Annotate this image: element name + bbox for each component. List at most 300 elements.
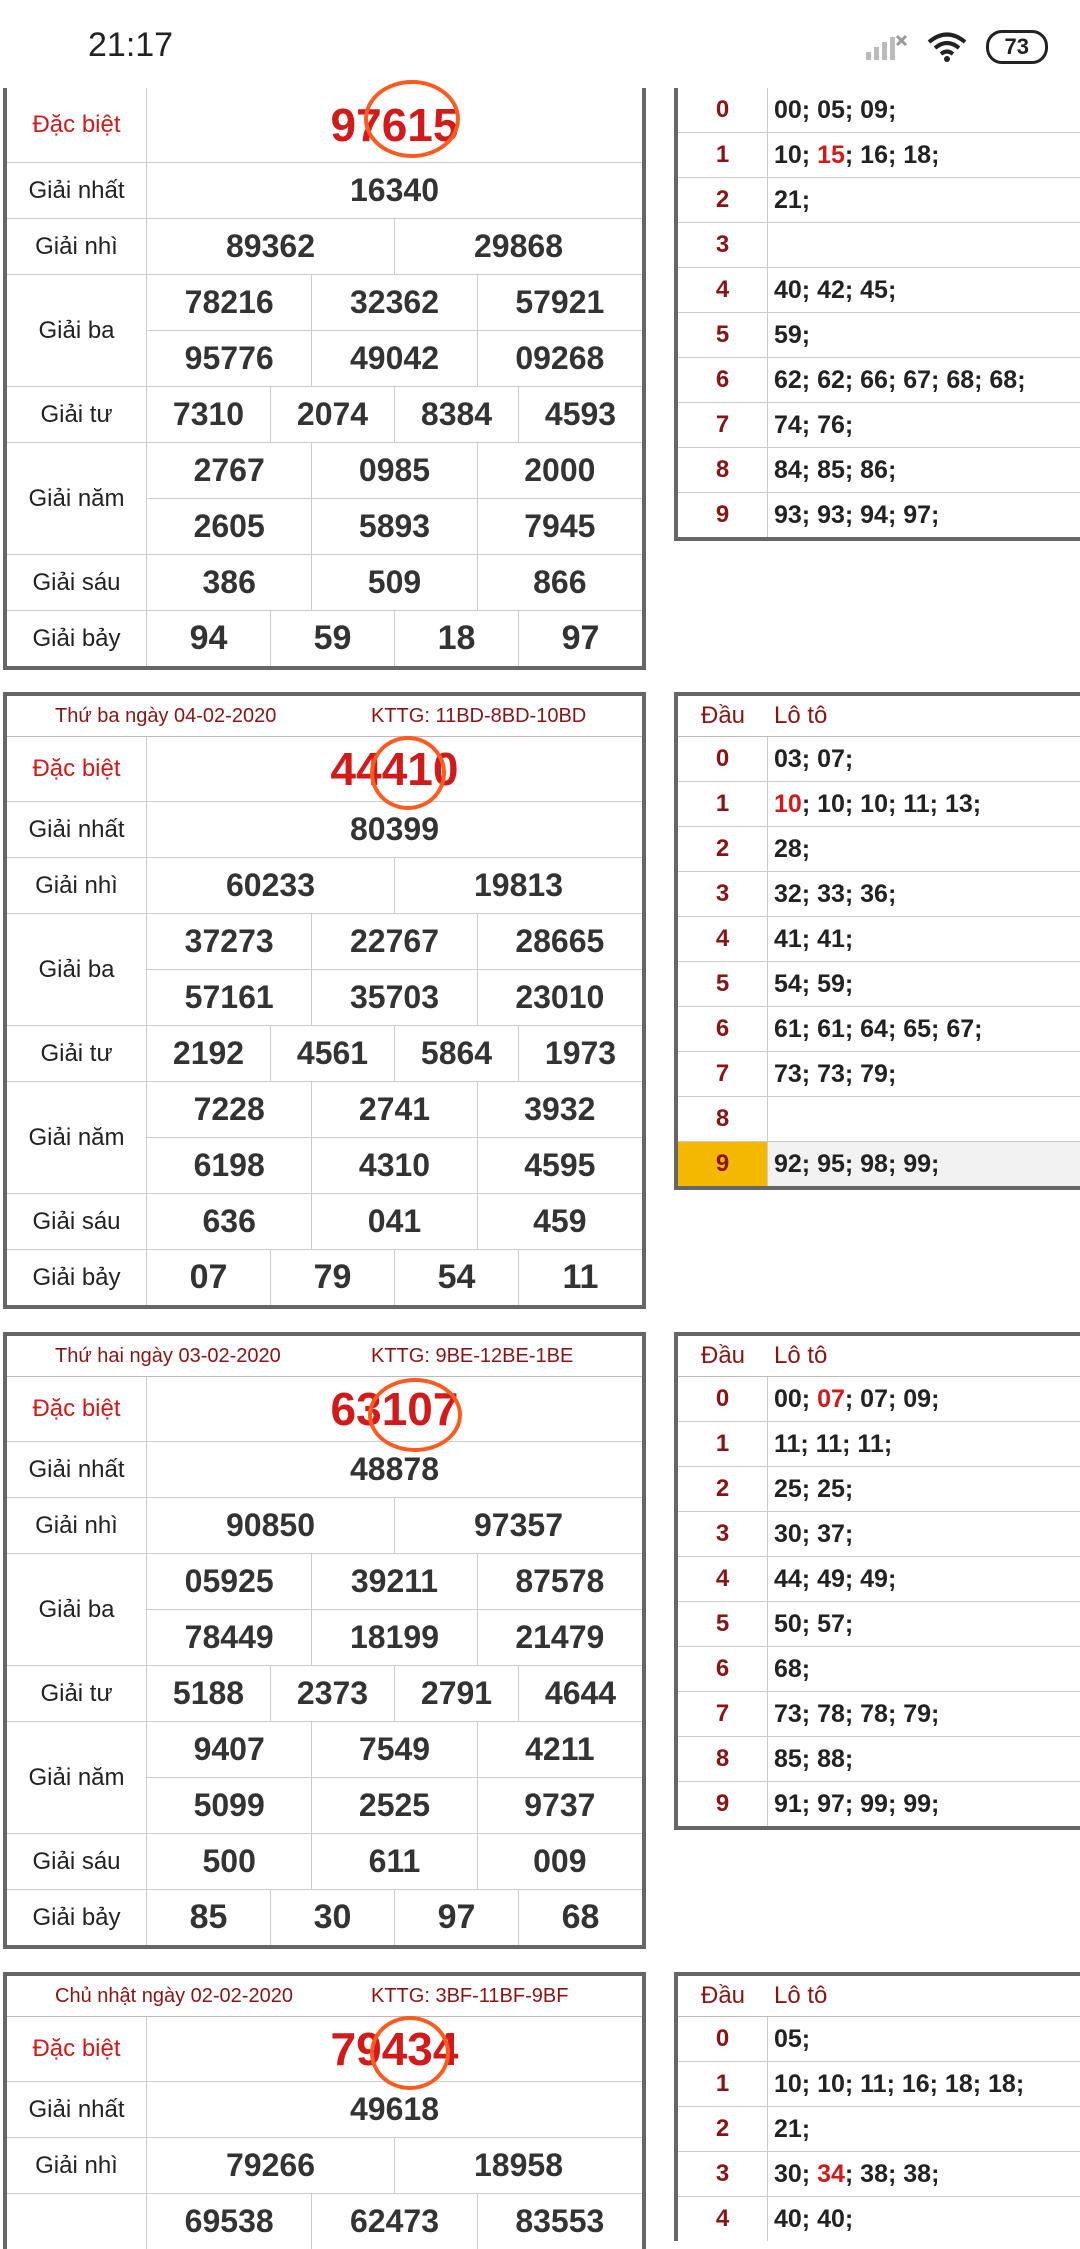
loto-value: 74; 76; [774, 410, 854, 439]
loto-values [768, 141, 939, 170]
prize-number: 4561 [271, 1026, 395, 1081]
loto-value: 84; 85; 86; [774, 455, 897, 484]
prize-number: 79 [271, 1250, 395, 1305]
label-second: Giải nhì [7, 858, 147, 913]
loto-row [678, 1422, 1080, 1467]
loto-head-digit: 4 [678, 917, 768, 961]
prize-number: 69538 [147, 2194, 312, 2249]
loto-value: 40; 42; 45; [774, 275, 897, 304]
draw-header [7, 1976, 642, 2017]
label-seventh: Giải bảy [7, 611, 147, 666]
special-prize-number: 44410 [330, 743, 459, 795]
loto-values [768, 790, 981, 819]
prize-number: 4595 [524, 1147, 596, 1183]
loto-values [768, 411, 853, 440]
loto-values [768, 456, 896, 485]
row-sixth [7, 1194, 642, 1250]
loto-value: 73; 78; 78; 79; [774, 1699, 940, 1728]
label-second: Giải nhì [7, 1498, 147, 1553]
label-third [7, 2194, 147, 2249]
loto-values [768, 1385, 939, 1414]
row-seventh [7, 611, 642, 666]
label-seventh: Giải bảy [7, 1890, 147, 1945]
loto-value: 30; 37; [774, 1519, 854, 1548]
prize-number: 29868 [474, 228, 563, 264]
loto-value: 25; 25; [774, 1474, 854, 1503]
prize-number: 57161 [147, 970, 312, 1025]
draw-date: Thứ ba ngày 04-02-2020 [55, 704, 277, 727]
special-prize-number: 79434 [330, 2023, 459, 2075]
prize-number: 8384 [395, 387, 519, 442]
loto-head-digit: 0 [678, 1377, 768, 1421]
prize-number: 041 [312, 1194, 477, 1249]
row-fourth [7, 387, 642, 443]
loto-row [678, 872, 1080, 917]
loto-row [678, 2062, 1080, 2107]
loto-head-digit: 4 [678, 1557, 768, 1601]
prize-number: 60233 [147, 858, 395, 913]
prize-number: 39211 [312, 1554, 477, 1609]
loto-head-digit: 3 [678, 1512, 768, 1556]
row-first [7, 802, 642, 858]
loto-value: 21; [774, 2114, 811, 2143]
prize-number: 78449 [147, 1610, 312, 1665]
prize-number: 32362 [312, 275, 477, 330]
prize-number: 30 [271, 1890, 395, 1945]
prize-number: 11 [562, 1258, 599, 1296]
battery-indicator: 73 [986, 30, 1048, 64]
prize-number: 59 [271, 611, 395, 666]
prize-number: 386 [147, 555, 312, 610]
loto-values [768, 1700, 939, 1729]
loto-values [768, 1520, 853, 1549]
loto-values [768, 1790, 939, 1819]
prize-number: 7945 [524, 508, 596, 544]
prize-number: 2000 [524, 452, 596, 488]
loto-head-digit: 2 [678, 1467, 768, 1511]
prize-number: 500 [147, 1834, 312, 1889]
loto-table [674, 692, 1080, 1190]
loto-head-digit: 1 [678, 133, 768, 177]
prize-number: 19813 [474, 867, 563, 903]
prize-number: 2767 [147, 443, 312, 498]
loto-header [678, 696, 1080, 737]
loto-value: 00; [774, 1384, 818, 1413]
row-seventh [7, 1250, 642, 1305]
loto-values [768, 276, 896, 305]
row-first [7, 1442, 642, 1498]
loto-value: 85; 88; [774, 1744, 854, 1773]
loto-head-digit: 3 [678, 872, 768, 916]
loto-head-digit: 3 [678, 223, 768, 267]
prize-number: 009 [533, 1843, 587, 1879]
loto-head-digit: 6 [678, 358, 768, 402]
prize-number: 459 [533, 1203, 587, 1239]
loto-row [678, 1467, 1080, 1512]
loto-head-digit: 0 [678, 88, 768, 132]
loto-value: 05; [774, 2024, 811, 2053]
loto-value: 03; 07; [774, 744, 854, 773]
loto-row [678, 268, 1080, 313]
loto-value: 44; 49; 49; [774, 1564, 897, 1593]
loto-header [678, 1976, 1080, 2017]
loto-value: 50; 57; [774, 1609, 854, 1638]
prize-number: 79266 [147, 2138, 395, 2193]
loto-row [678, 1512, 1080, 1557]
prize-number: 0985 [312, 443, 477, 498]
prize-number: 09268 [515, 340, 605, 376]
loto-value: 62; 62; 66; 67; 68; 68; [774, 365, 1026, 394]
loto-values [768, 1060, 896, 1089]
loto-head-digit: 6 [678, 1007, 768, 1051]
loto-value: 54; 59; [774, 969, 854, 998]
label-third: Giải ba [7, 914, 147, 1025]
loto-value: 41; 41; [774, 924, 854, 953]
loto-values [768, 970, 853, 999]
prize-number: 5099 [147, 1778, 312, 1833]
prize-number: 2074 [271, 387, 395, 442]
label-sixth: Giải sáu [7, 555, 147, 610]
loto-row [678, 223, 1080, 268]
loto-row [678, 2152, 1080, 2197]
prize-number: 2741 [312, 1082, 477, 1137]
loto-value: 40; 40; [774, 2204, 854, 2233]
loto-header-dau: Đầu [700, 1342, 746, 1369]
loto-head-digit: 4 [678, 268, 768, 312]
prize-number: 05925 [147, 1554, 312, 1609]
loto-head-digit: 1 [678, 782, 768, 826]
loto-head-digit: 5 [678, 962, 768, 1006]
loto-value: 28; [774, 834, 811, 863]
prize-number: 4644 [544, 1675, 617, 1711]
loto-head-digit: 7 [678, 403, 768, 447]
prize-number: 57921 [515, 284, 605, 320]
loto-head-digit: 9 [678, 493, 768, 537]
loto-row [678, 782, 1080, 827]
prize-number: 83553 [515, 2203, 605, 2239]
row-special [7, 1377, 642, 1442]
loto-row [678, 178, 1080, 223]
prize-number: 9737 [524, 1787, 596, 1823]
prize-number: 97 [395, 1890, 519, 1945]
label-fourth: Giải tư [7, 387, 147, 442]
loto-value: 61; 61; 64; 65; 67; [774, 1014, 983, 1043]
prize-number: 97 [561, 619, 600, 657]
draw-header [7, 696, 642, 737]
row-sixth [7, 1834, 642, 1890]
loto-header-dau: Đầu [700, 1982, 746, 2009]
loto-head-digit: 8 [678, 448, 768, 492]
loto-value: 00; 05; 09; [774, 95, 897, 124]
loto-head-digit: 2 [678, 2107, 768, 2151]
prize-number: 5864 [395, 1026, 519, 1081]
special-prize-number: 97615 [330, 99, 459, 151]
label-special: Đặc biệt [7, 88, 147, 162]
row-second [7, 858, 642, 914]
prize-number: 866 [533, 564, 587, 600]
prize-number: 49042 [312, 331, 477, 386]
prize-number: 21479 [515, 1619, 605, 1655]
loto-values [768, 1150, 939, 1179]
row-fifth [7, 443, 642, 555]
loto-row [678, 1602, 1080, 1647]
loto-values [768, 1015, 982, 1044]
prize-number: 28665 [515, 923, 605, 959]
row-first [7, 2082, 642, 2138]
loto-value: 68; [774, 1654, 811, 1683]
loto-value: ; 10; 10; 11; 13; [801, 789, 982, 818]
prize-number: 2791 [395, 1666, 519, 1721]
loto-head-digit: 7 [678, 1692, 768, 1736]
prize-number: 509 [312, 555, 477, 610]
loto-values [768, 925, 853, 954]
prize-number: 07 [147, 1250, 271, 1305]
loto-row [678, 1782, 1080, 1826]
loto-header-loto: Lô tô [774, 702, 828, 729]
prize-number: 16340 [350, 172, 439, 208]
prize-number: 18958 [474, 2147, 563, 2183]
loto-value: 73; 73; 79; [774, 1059, 897, 1088]
loto-values [768, 501, 939, 530]
label-special: Đặc biệt [7, 737, 147, 801]
status-bar [0, 0, 1080, 88]
loto-head-digit: 4 [678, 2197, 768, 2241]
loto-value: 10; 10; 11; 16; 18; 18; [774, 2069, 1025, 2098]
prize-number: 18199 [312, 1610, 477, 1665]
loto-value: 93; 93; 94; 97; [774, 500, 940, 529]
status-icons [864, 30, 1048, 64]
row-first [7, 163, 642, 219]
prize-number: 35703 [312, 970, 477, 1025]
loto-row [678, 133, 1080, 178]
loto-row [678, 827, 1080, 872]
row-fourth [7, 1026, 642, 1082]
loto-row [678, 493, 1080, 537]
loto-value: 91; 97; 99; 99; [774, 1789, 940, 1818]
prize-number: 2192 [147, 1026, 271, 1081]
loto-head-digit: 8 [678, 1737, 768, 1781]
prize-number: 2373 [271, 1666, 395, 1721]
label-special: Đặc biệt [7, 1377, 147, 1441]
loto-values [768, 2025, 810, 2054]
row-special [7, 737, 642, 802]
loto-row [678, 2107, 1080, 2152]
label-fifth: Giải năm [7, 443, 147, 554]
prize-number: 22767 [312, 914, 477, 969]
results-table [3, 692, 646, 1309]
draw-header [7, 1336, 642, 1377]
prize-number: 37273 [147, 914, 312, 969]
loto-table [674, 1332, 1080, 1830]
loto-values [768, 321, 810, 350]
loto-value: ; 07; 09; [844, 1384, 940, 1413]
prize-number: 49618 [350, 2091, 439, 2127]
loto-row [678, 88, 1080, 133]
prize-number: 6198 [147, 1138, 312, 1193]
label-first: Giải nhất [7, 2082, 147, 2137]
loto-row [678, 962, 1080, 1007]
loto-head-digit: 7 [678, 1052, 768, 1096]
loto-head-digit: 9 [678, 1142, 768, 1186]
label-seventh: Giải bảy [7, 1250, 147, 1305]
row-second [7, 2138, 642, 2194]
prize-number: 68 [561, 1898, 600, 1936]
loto-row [678, 2197, 1080, 2241]
loto-values [768, 186, 810, 215]
loto-values [768, 366, 1026, 395]
prize-number: 4310 [312, 1138, 477, 1193]
loto-head-digit: 6 [678, 1647, 768, 1691]
label-fourth: Giải tư [7, 1026, 147, 1081]
loto-value-special: 10 [774, 789, 802, 818]
label-first: Giải nhất [7, 163, 147, 218]
loto-row [678, 1052, 1080, 1097]
loto-values [768, 745, 853, 774]
loto-row [678, 737, 1080, 782]
loto-head-digit: 0 [678, 2017, 768, 2061]
prize-number: 5188 [147, 1666, 271, 1721]
loto-values [768, 880, 896, 909]
loto-values [768, 1610, 853, 1639]
loto-values [768, 2070, 1024, 2099]
label-first: Giải nhất [7, 802, 147, 857]
prize-number: 7310 [147, 387, 271, 442]
row-third [7, 914, 642, 1026]
loto-head-digit: 1 [678, 1422, 768, 1466]
loto-head-digit: 2 [678, 178, 768, 222]
label-second: Giải nhì [7, 219, 147, 274]
prize-number: 1973 [544, 1035, 617, 1071]
loto-value: ; 16; 18; [844, 140, 940, 169]
prize-number: 62473 [312, 2194, 477, 2249]
loto-row [678, 2017, 1080, 2062]
prize-number: 95776 [147, 331, 312, 386]
loto-values [768, 1745, 853, 1774]
prize-number: 80399 [350, 811, 439, 847]
row-fifth [7, 1722, 642, 1834]
loto-values [768, 835, 810, 864]
label-second: Giải nhì [7, 2138, 147, 2193]
loto-value-special: 07 [817, 1384, 845, 1413]
prize-number: 3932 [524, 1091, 596, 1127]
loto-header-dau: Đầu [700, 702, 746, 729]
label-first: Giải nhất [7, 1442, 147, 1497]
label-third: Giải ba [7, 275, 147, 386]
loto-head-digit: 5 [678, 1602, 768, 1646]
prize-number: 48878 [350, 1451, 439, 1487]
loto-row [678, 1142, 1080, 1186]
loto-head-digit: 8 [678, 1097, 768, 1141]
loto-values [768, 2205, 853, 2234]
loto-value: 21; [774, 185, 811, 214]
loto-row [678, 403, 1080, 448]
wifi-icon [926, 31, 968, 63]
row-seventh [7, 1890, 642, 1945]
loto-value: ; 38; 38; [844, 2159, 940, 2188]
loto-value: 59; [774, 320, 811, 349]
loto-row [678, 1377, 1080, 1422]
prize-number: 89362 [147, 219, 395, 274]
results-table [3, 1332, 646, 1949]
prize-number: 18 [395, 611, 519, 666]
prize-number: 4211 [525, 1731, 595, 1767]
label-sixth: Giải sáu [7, 1834, 147, 1889]
draw-date: Chủ nhật ngày 02-02-2020 [55, 1984, 293, 2007]
row-third [7, 1554, 642, 1666]
loto-table [674, 1972, 1080, 2241]
prize-number: 9407 [147, 1722, 312, 1777]
prize-number: 636 [147, 1194, 312, 1249]
loto-header-loto: Lô tô [774, 1342, 828, 1369]
prize-number: 78216 [147, 275, 312, 330]
row-sixth [7, 555, 642, 611]
draw-kttg: KTTG: 3BF-11BF-9BF [371, 1984, 569, 2007]
row-second [7, 1498, 642, 1554]
draw-kttg: KTTG: 9BE-12BE-1BE [371, 1344, 574, 1367]
row-fifth [7, 1082, 642, 1194]
prize-number: 2525 [312, 1778, 477, 1833]
row-third [7, 275, 642, 387]
status-time: 21:17 [88, 26, 174, 64]
loto-header-loto: Lô tô [774, 1982, 828, 2009]
label-fourth: Giải tư [7, 1666, 147, 1721]
row-third [7, 2194, 642, 2249]
prize-number: 85 [147, 1890, 271, 1945]
label-third: Giải ba [7, 1554, 147, 1665]
prize-number: 94 [147, 611, 271, 666]
loto-values [768, 1430, 892, 1459]
loto-row [678, 1097, 1080, 1142]
prize-number: 7228 [147, 1082, 312, 1137]
row-second [7, 219, 642, 275]
loto-row [678, 1737, 1080, 1782]
loto-row [678, 1007, 1080, 1052]
signal-off-icon [864, 32, 908, 62]
label-fifth: Giải năm [7, 1722, 147, 1833]
loto-head-digit: 0 [678, 737, 768, 781]
prize-number: 90850 [147, 1498, 395, 1553]
loto-value-special: 34 [817, 2159, 845, 2188]
loto-head-digit: 9 [678, 1782, 768, 1826]
row-special [7, 88, 642, 163]
prize-number: 7549 [312, 1722, 477, 1777]
prize-number: 97357 [474, 1507, 563, 1543]
loto-row [678, 1692, 1080, 1737]
prize-number: 5893 [312, 499, 477, 554]
loto-values [768, 2115, 810, 2144]
draw-kttg: KTTG: 11BD-8BD-10BD [371, 704, 587, 727]
label-fifth: Giải năm [7, 1082, 147, 1193]
prize-number: 611 [312, 1834, 477, 1889]
loto-row [678, 358, 1080, 403]
row-special [7, 2017, 642, 2082]
prize-number: 4593 [544, 396, 617, 432]
loto-head-digit: 3 [678, 2152, 768, 2196]
loto-value: 32; 33; 36; [774, 879, 897, 908]
loto-values [768, 1565, 896, 1594]
loto-values [768, 96, 896, 125]
row-fourth [7, 1666, 642, 1722]
loto-value: 92; 95; 98; 99; [774, 1149, 940, 1178]
prize-number: 23010 [515, 979, 605, 1015]
prize-number: 87578 [515, 1563, 605, 1599]
loto-value-special: 15 [817, 140, 845, 169]
loto-row [678, 1647, 1080, 1692]
results-table [3, 1972, 646, 2249]
loto-head-digit: 1 [678, 2062, 768, 2106]
loto-head-digit: 5 [678, 313, 768, 357]
prize-number: 54 [395, 1250, 519, 1305]
